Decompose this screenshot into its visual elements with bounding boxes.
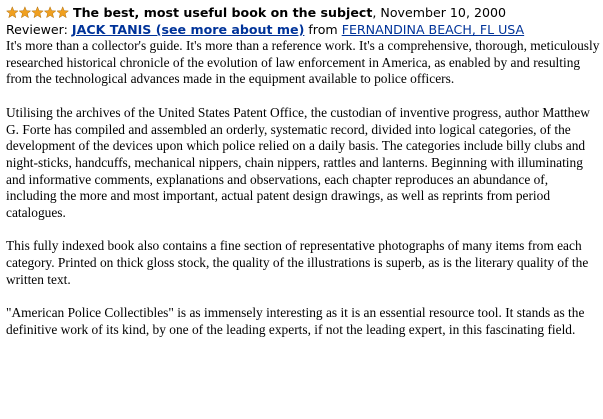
star-icon bbox=[44, 7, 55, 18]
star-icon bbox=[19, 7, 30, 18]
reviewer-line bbox=[6, 21, 600, 38]
review-title: The best, most useful book on the subject bbox=[73, 5, 373, 20]
reviewer-location-link[interactable]: FERNANDINA BEACH, FL USA bbox=[341, 22, 525, 37]
review-paragraph-3: This fully indexed book also contains a fine section of representative photographs of many items from each category. Printed on thick gloss stock, the quality of the illustrations is superb, as is the literary quality of the written text. bbox=[6, 238, 589, 287]
reviewer-label: Reviewer: bbox=[6, 22, 68, 37]
review-paragraph-4: "American Police Collectibles" is as immensely interesting as it is an essential resource tool. It stands as the definitive work of its kind, by one of the leading experts, if not the leading expert, in this fascinating field. bbox=[6, 305, 585, 337]
review-paragraph-2: Utilising the archives of the United States Patent Office, the custodian of inventive progress, author Matthew G. Forte has compiled and assembled an orderly, systematic record, divided into logical categories, of the development of the devices upon which police relied on a daily basis. The categories include billy clubs and night-sticks, handcuffs, mechanical nippers, chain nippers, rattles and lanterns. Beginning with illuminating and informative comments, explanations and observations, each chapter reproduces an abundance of, including the more and most important, actual patent design drawings, as well as reprints from period catalogues. bbox=[6, 104, 590, 221]
star-icon bbox=[32, 7, 43, 18]
star-icon bbox=[7, 7, 18, 18]
five-star-rating-icon bbox=[6, 6, 70, 19]
review-header bbox=[6, 4, 600, 21]
review-body bbox=[6, 38, 600, 339]
review-date: November 10, 2000 bbox=[380, 5, 507, 20]
date-separator: , bbox=[372, 5, 377, 20]
customer-review bbox=[6, 4, 600, 339]
reviewer-name-link[interactable]: JACK TANIS (see more about me) bbox=[71, 22, 305, 37]
from-label: from bbox=[308, 22, 338, 37]
review-paragraph-1: It's more than a collector's guide. It's more than a reference work. It's a comprehensive, thorough, meticulously researched historical chronicle of the evolution of law enforcement in America, as enabled by and resulting from the technological advances made in the equipment available to police officers. bbox=[6, 38, 600, 87]
star-icon bbox=[57, 7, 68, 18]
